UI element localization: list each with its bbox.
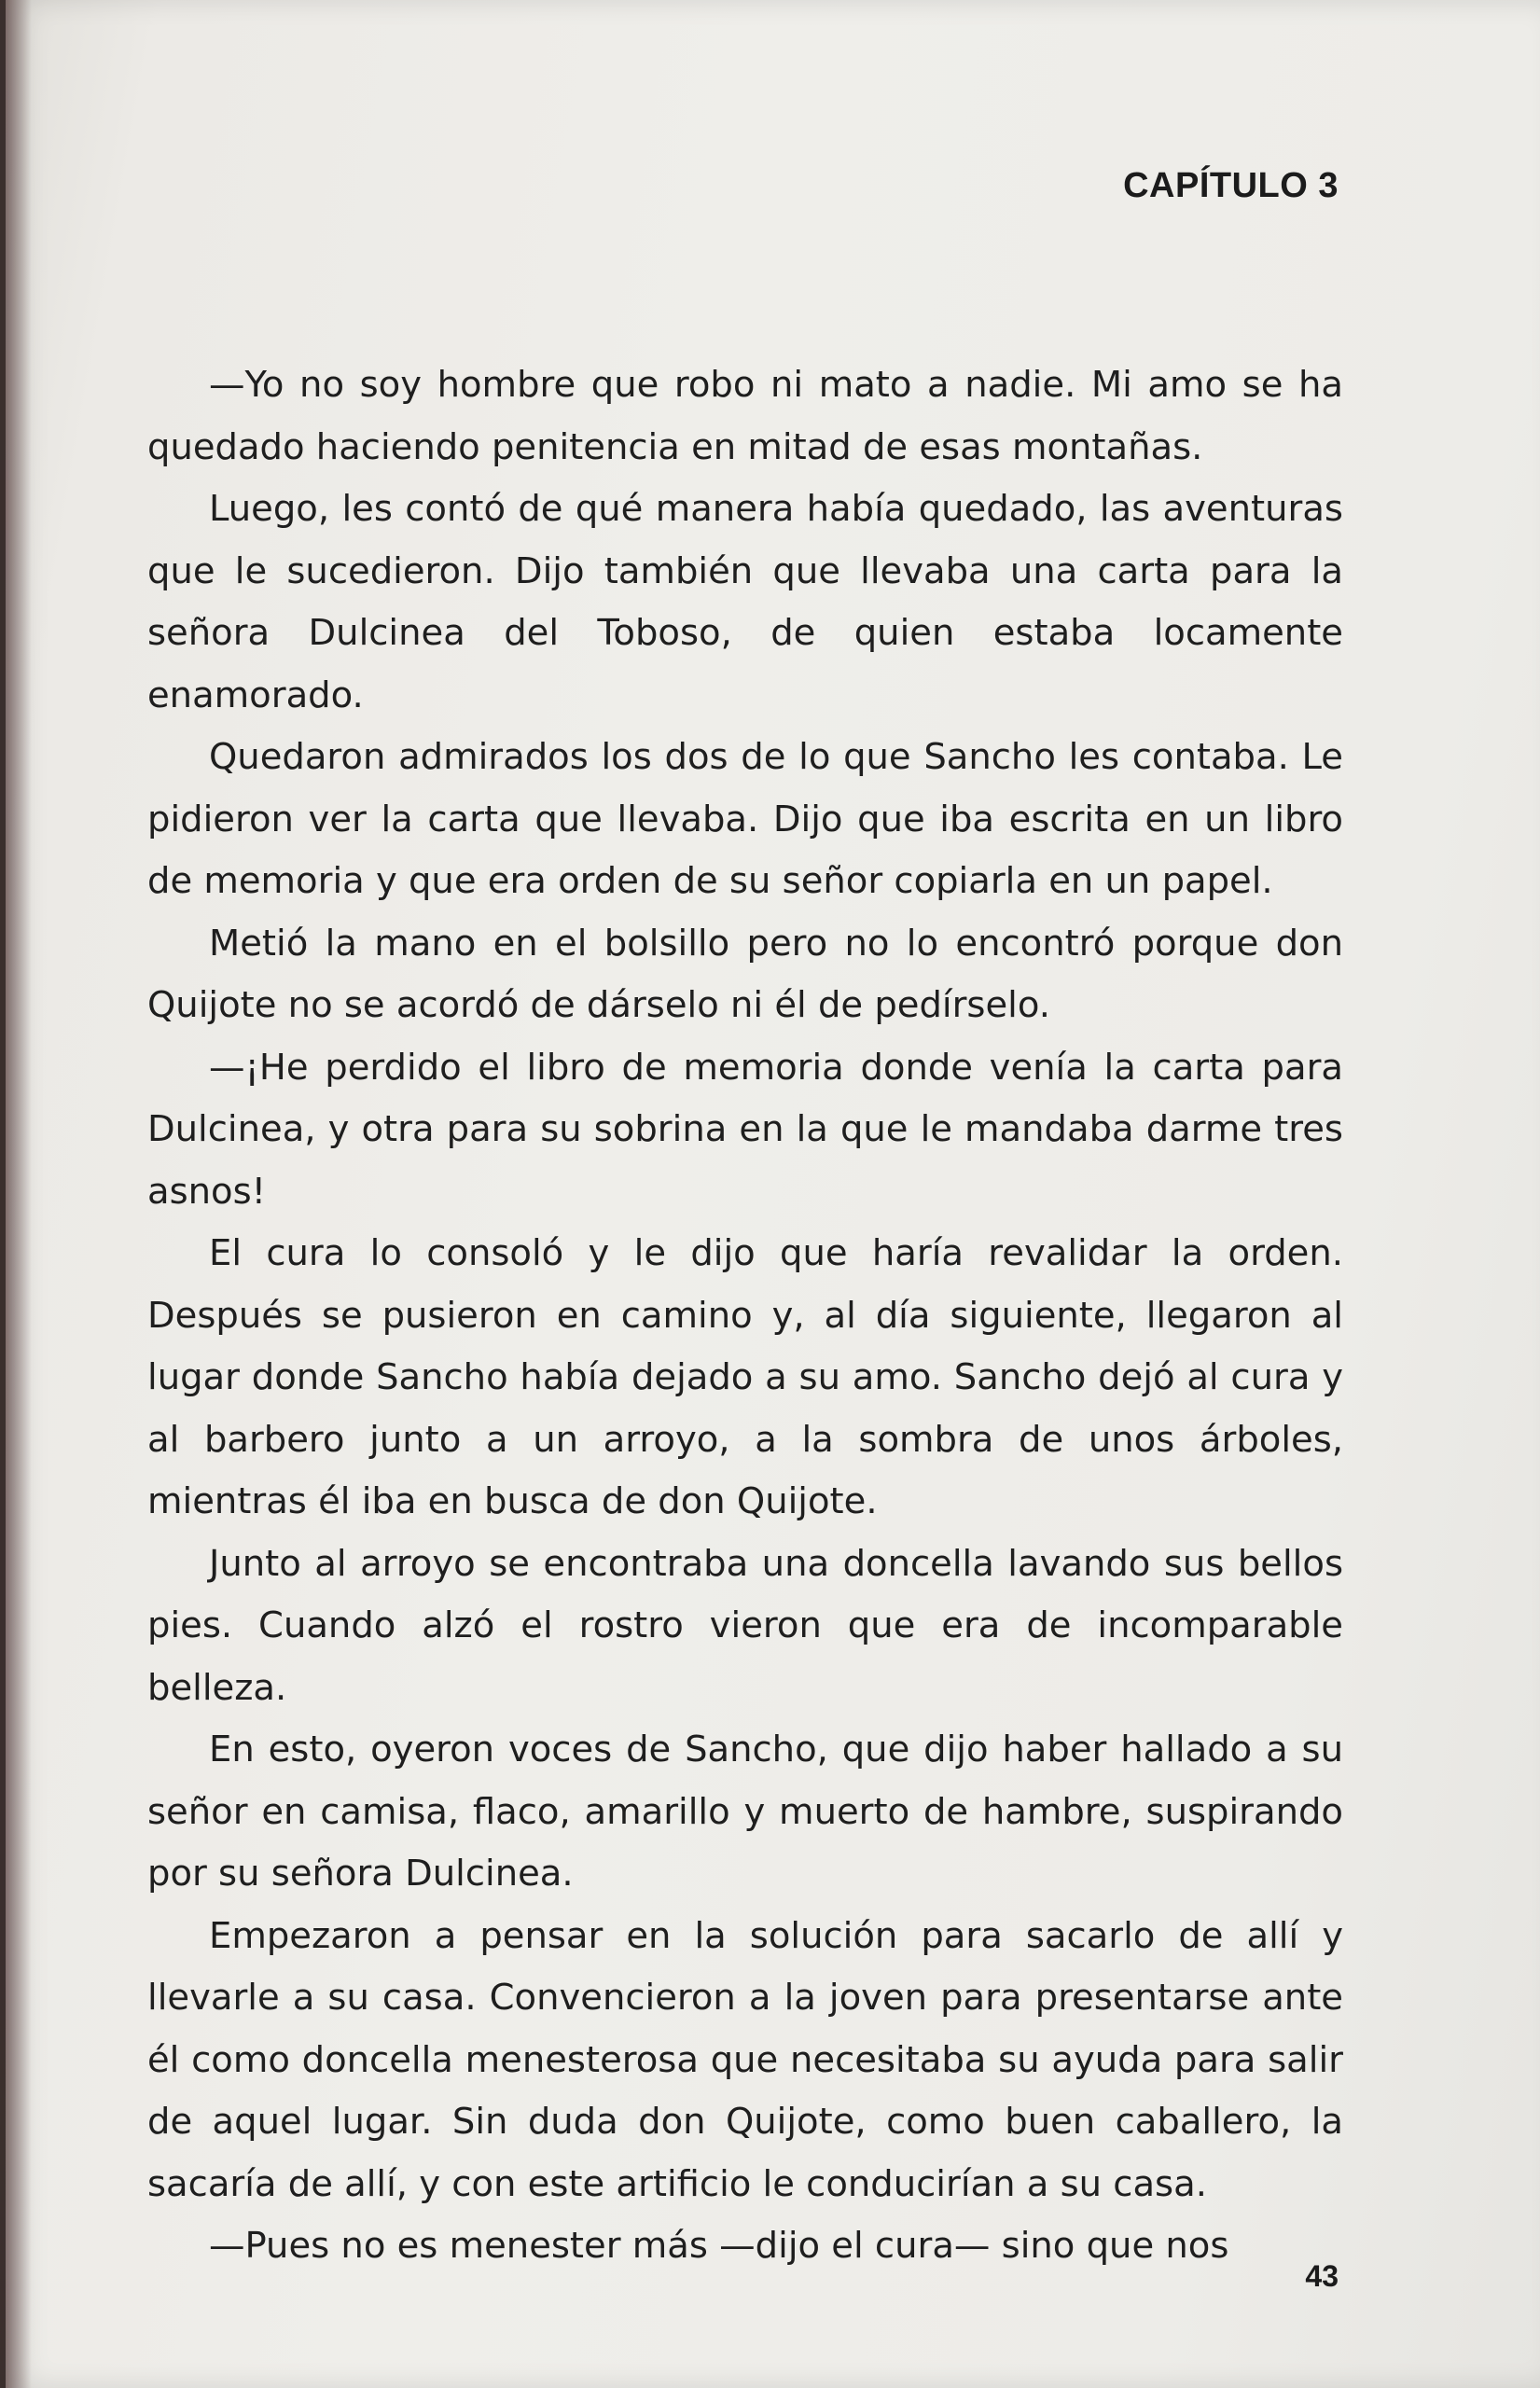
page-edge-shadow: [6, 0, 32, 2388]
body-text: [147, 354, 1343, 2278]
paragraph: Metió la mano en el bolsillo pero no lo encontró porque don Quijote no se acordó de dárselo ni él de pedírselo.: [147, 922, 1343, 1026]
paragraph: Luego, les contó de qué manera había quedado, las aventuras que le sucedieron. Dijo también que llevaba una carta para la señora Dulcinea del Toboso, de quien estaba locamente enamorado.: [147, 488, 1343, 716]
paragraph: En esto, oyeron voces de Sancho, que dijo haber hallado a su señor en camisa, flaco, amarillo y muerto de hambre, suspirando por su señora Dulcinea.: [147, 1729, 1343, 1895]
paragraph: Junto al arroyo se encontraba una doncella lavando sus bellos pies. Cuando alzó el rostro vieron que era de incomparable belleza.: [147, 1542, 1343, 1709]
paragraph: —Yo no soy hombre que robo ni mato a nadie. Mi amo se ha quedado haciendo penitencia en mitad de esas montañas.: [147, 364, 1343, 468]
book-page: [6, 0, 1540, 2388]
paragraph: Empezaron a pensar en la solución para sacarlo de allí y llevarle a su casa. Convencieron a la joven para presentarse ante él como doncella menesterosa que necesitaba su ayuda para salir de aquel lugar. Sin duda don Quijote, como buen caballero, la sacaría de allí, y con este artificio le conducirían a su casa.: [147, 1914, 1343, 2205]
chapter-heading: CAPÍTULO 3: [1123, 166, 1339, 205]
paragraph: —Pues no es menester más —dijo el cura— sino que nos: [209, 2225, 1229, 2267]
paragraph: Quedaron admirados los dos de lo que Sancho les contaba. Le pidieron ver la carta que llevaba. Dijo que iba escrita en un libro de memoria y que era orden de su señor copiarla en un papel.: [147, 736, 1343, 902]
page-number: 43: [1305, 2259, 1339, 2293]
paragraph: —¡He perdido el libro de memoria donde venía la carta para Dulcinea, y otra para su sobrina en la que le mandaba darme tres asnos!: [147, 1046, 1343, 1213]
paragraph: El cura lo consoló y le dijo que haría revalidar la orden. Después se pusieron en camino y, al día siguiente, llegaron al lugar donde Sancho había dejado a su amo. Sancho dejó al cura y al barbero junto a un arroyo, a la sombra de unos árboles, mientras él iba en busca de don Quijote.: [147, 1232, 1343, 1522]
